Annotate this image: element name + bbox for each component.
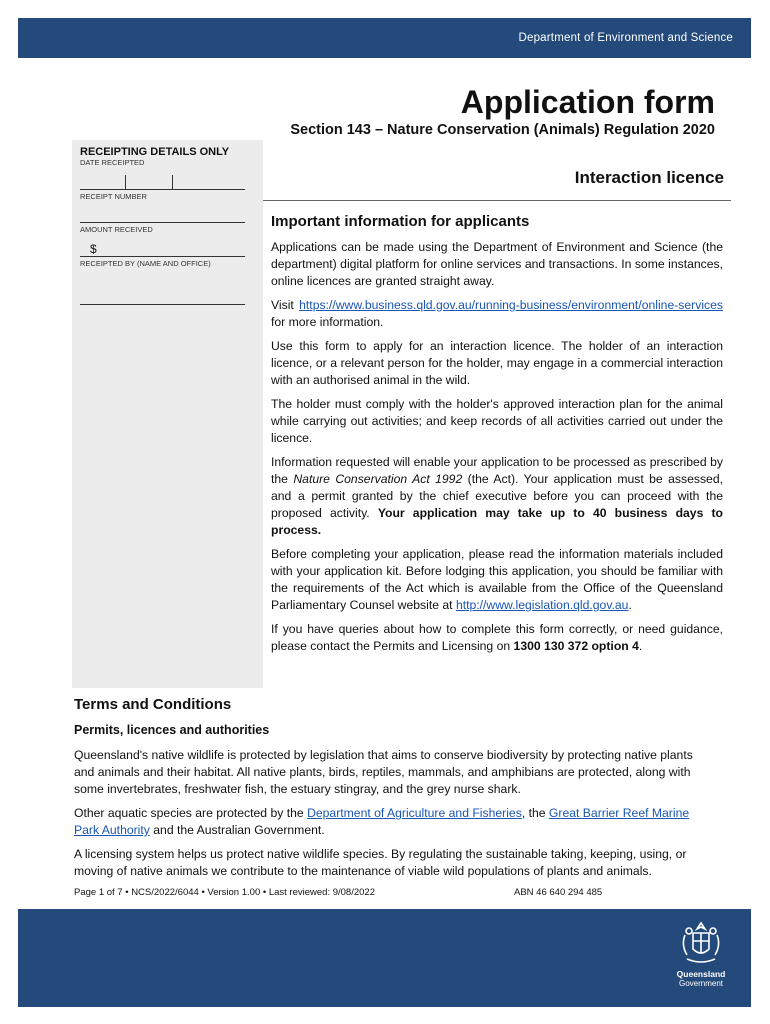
legislation-link[interactable]: http://www.legislation.qld.gov.au: [455, 598, 629, 612]
department-name: Department of Environment and Science: [518, 32, 733, 44]
licence-type: Interaction licence: [574, 168, 724, 187]
act-name: Nature Conservation Act 1992: [293, 472, 463, 486]
info-paragraph: Applications can be made using the Department of Environment and Science (the department) digital platform for online services and transactions. In some instances, online licences are granted straight away.: [271, 240, 723, 288]
amount-received-label: AMOUNT RECEIVED: [80, 225, 153, 234]
receipting-panel: [72, 140, 263, 688]
important-information: [271, 213, 723, 662]
coat-of-arms-icon: [679, 919, 723, 965]
terms-paragraph: A licensing system helps us protect native wildlife species. By regulating the sustainable taking, keeping, using, or moving of native animals we contribute to the maintenance of viable wild populations of plants and animals.: [74, 847, 687, 878]
info-paragraph: Visit https://www.business.qld.gov.au/running-business/environment/online-services for more information.: [271, 298, 723, 329]
terms-paragraph: Other aquatic species are protected by the Department of Agriculture and Fisheries, the Great Barrier Reef Marine Park Authority and the Australian Government.: [74, 806, 690, 837]
terms-paragraph: Queensland's native wildlife is protected by legislation that aims to conserve biodiversity by protecting native plants and animals and their habitat. All native plants, birds, reptiles, mammals, and amphibians are protected, along with some invertebrates, freshwater fish, the estuary stingray, and the grey nurse shark.: [74, 748, 693, 796]
info-paragraph: If you have queries about how to complete this form correctly, or need guidance, please contact the Permits and Licensing on 1300 130 372 option 4.: [271, 622, 723, 653]
info-paragraph: Use this form to apply for an interaction licence. The holder of an interaction licence, or a relevant person for the holder, may engage in a commercial interaction with an authorised animal in the wild.: [271, 339, 723, 387]
receipt-number-label: RECEIPT NUMBER: [80, 192, 147, 201]
logo-name: Queensland: [676, 969, 726, 979]
terms-heading: Terms and Conditions: [74, 696, 232, 713]
date-receipted-field[interactable]: [80, 189, 245, 190]
divider: [263, 200, 731, 201]
date-divider: [125, 175, 126, 189]
receipting-heading: RECEIPTING DETAILS ONLY: [80, 146, 230, 158]
receipt-number-field[interactable]: [80, 222, 245, 223]
info-paragraph: Information requested will enable your application to be processed as prescribed by the Nature Conservation Act 1992 (the Act). Your application must be assessed, and a permit granted by the chief executive before you can proceed with the proposed activity. Your application may take up to 40 business days to process.: [271, 455, 723, 537]
reef-authority-link[interactable]: Great Barrier Reef Marine Park Authority: [74, 806, 690, 837]
online-services-link[interactable]: https://www.business.qld.gov.au/running-business/environment/online-services: [299, 298, 723, 312]
logo-government: Government: [678, 979, 724, 988]
contact-number: 1300 130 372 option 4: [513, 639, 639, 653]
header-bar: [18, 18, 751, 58]
terms-and-conditions: [74, 696, 716, 887]
receipted-by-field[interactable]: [80, 304, 245, 305]
date-divider: [172, 175, 173, 189]
processing-time: Your application may take up to 40 business days to process.: [271, 506, 723, 537]
page-footer: Page 1 of 7 • NCS/2022/6044 • Version 1.00 • Last reviewed: 9/08/2022: [74, 887, 375, 898]
terms-subheading: Permits, licences and authorities: [74, 723, 270, 737]
currency-symbol: $: [90, 242, 97, 256]
amount-received-field[interactable]: [80, 256, 245, 257]
receipted-by-label: RECEIPTED BY (NAME AND OFFICE): [80, 259, 211, 268]
date-receipted-label: DATE RECEIPTED: [80, 158, 145, 167]
page-subtitle: Section 143 – Nature Conservation (Animals) Regulation 2020: [290, 122, 715, 138]
abn: ABN 46 640 294 485: [514, 887, 603, 898]
info-heading: Important information for applicants: [271, 213, 530, 230]
info-paragraph: The holder must comply with the holder's approved interaction plan for the animal while carrying out activities; and keep records of all activities carried out under the licence.: [271, 397, 723, 445]
footer-bar: [18, 909, 751, 1007]
agriculture-fisheries-link[interactable]: Department of Agriculture and Fisheries: [307, 806, 522, 820]
queensland-government-logo: [671, 919, 731, 988]
page-title: Application form: [460, 84, 715, 120]
info-paragraph: Before completing your application, please read the information materials included with your application kit. Before lodging this application, you should be familiar with the requirements of the Act which is available from the Office of the Queensland Parliamentary Counsel website at http://www.legislation.qld.gov.au.: [271, 547, 723, 612]
